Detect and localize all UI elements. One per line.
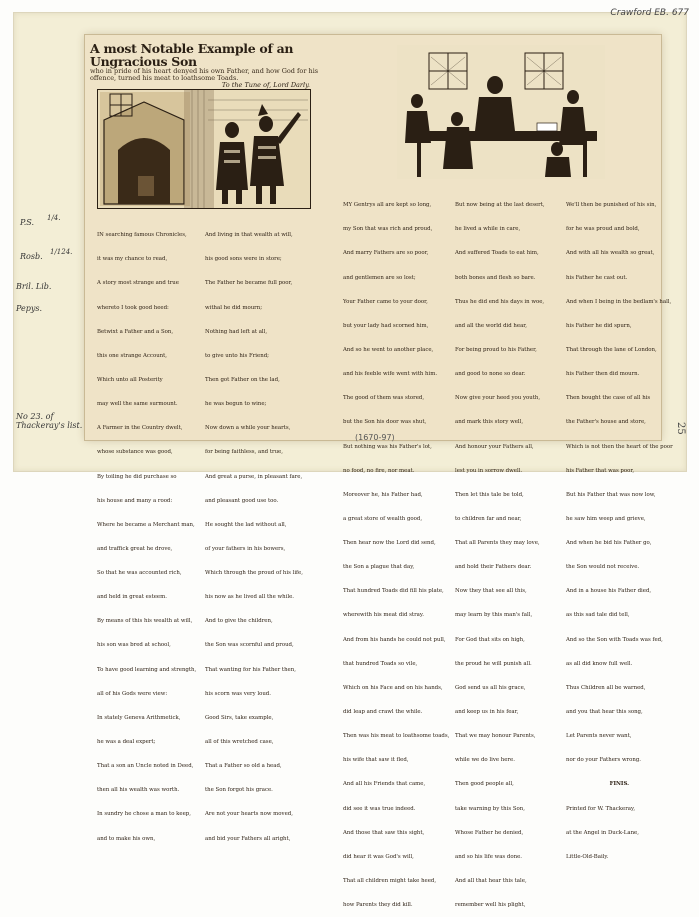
verse-line: the Son would not receive. (566, 564, 640, 571)
verse-line: he saw him weep and grieve, (566, 515, 646, 522)
verse-line: By means of this his wealth at will, (97, 618, 193, 625)
verse-line: and hold their Fathers dear. (455, 564, 532, 571)
verse-line: And great a purse, in pleasant fare, (205, 473, 303, 480)
ballad-column-4 (455, 185, 545, 917)
verse-line: of your fathers in his bowers, (205, 545, 286, 552)
woodcut-right-image (397, 45, 605, 179)
ballad-subtitle: who in pride of his heart denyed his own Father, and how God for his offence, turned his meat to loathsome Toads. (90, 67, 319, 83)
verse-line: whereto I took good heed: (97, 304, 169, 311)
verse-line: That a son an Uncle noted in Deed, (97, 763, 194, 770)
verse-line: withal he did mourn; (205, 304, 263, 311)
verse-line: Nothing had left at all, (205, 328, 268, 335)
verse-line: as this sad tale did tell, (566, 612, 630, 619)
verse-line: the Father's house and store, (566, 419, 646, 426)
verse-line: And with all his wealth so great, (566, 250, 655, 257)
verse-line: Then got Father on the lad, (205, 376, 280, 383)
verse-line: may learn by this man's fall, (455, 612, 533, 619)
verse-line: his scorn was very loud. (205, 690, 271, 697)
verse-line: he lived a while in care, (455, 226, 521, 233)
verse-line: this one strange Account, (97, 352, 168, 359)
verse-line: wherewith his meat did stray. (343, 612, 424, 619)
verse-line: his Father he cast out. (566, 274, 628, 281)
margin-note-brit: Bril. Lib. (16, 282, 52, 291)
verse-line: A story most strange and true (97, 280, 179, 287)
verse-line: And so the Son with Toads was fed, (566, 636, 663, 643)
verse-line: To have good learning and strength, (97, 666, 197, 673)
verse-line: And from his hands he could not pull, (343, 636, 446, 643)
verse-line: his Father that was poor, (566, 467, 635, 474)
verse-line: that hundred Toads so vile, (343, 660, 418, 667)
verse-line: Now they that see all this, (455, 588, 527, 595)
verse-line: may well the same surmount. (97, 401, 178, 408)
verse-line: That hundred Toads did fill his plate, (343, 588, 444, 595)
verse-line: But his Father that was now low, (566, 491, 656, 498)
verse-line: That we may honour Parents, (455, 733, 536, 740)
shelfmark: Crawford EB. 677 (610, 8, 689, 18)
verse-line: Let Parents never want, (566, 733, 632, 740)
verse-line: for he was proud and bold, (566, 226, 640, 233)
margin-note-rosb: Rosb. (20, 252, 43, 261)
verse-line: his house and many a rood: (97, 497, 173, 504)
verse-line: For God that sits on high, (455, 636, 525, 643)
verse-line: his Father he did spurn, (566, 322, 632, 329)
verse-line: whose substance was good, (97, 449, 173, 456)
verse-line: That all Parents they may love, (455, 540, 540, 547)
verse-line: That wanting for his Father then, (205, 666, 296, 673)
verse-line: MY Gentrys all are kept so long, (343, 202, 432, 209)
ballad-column-1 (97, 215, 196, 851)
verse-line: the Son was scornful and proud, (205, 642, 294, 649)
verse-line: And living in that wealth at will, (205, 232, 293, 239)
woodcut-left-image (98, 90, 310, 208)
verse-line: The good of them was stored, (343, 395, 425, 402)
verse-line: Thus he did end his days in woe, (455, 298, 545, 305)
verse-line: And marry Fathers are so poor, (343, 250, 429, 257)
verse-line: Betwixt a Father and a Son, (97, 328, 174, 335)
ballad-column-3 (343, 185, 449, 917)
verse-line: FINIS. (609, 781, 630, 788)
verse-line: Now down a while your hearts, (205, 425, 291, 432)
ballad-tune: To the Tune of, Lord Darly. (221, 80, 310, 89)
fraction-note-1: 1/4. (47, 214, 61, 222)
verse-line: In stately Geneva Arithmetick, (97, 714, 181, 721)
fraction-note-2: 1/124. (50, 248, 73, 256)
verse-line: as all did know full well. (566, 660, 633, 667)
verse-line: Where he became a Merchant man, (97, 521, 195, 528)
verse-line: IN searching famous Chronicles, (97, 232, 187, 239)
woodcut-right (397, 45, 605, 179)
verse-line: Thus Children all be warned, (566, 684, 646, 691)
date-caption: (1670-97) (355, 433, 395, 442)
verse-line: and to make his own, (97, 835, 156, 842)
verse-line: That through the lane of London, (566, 346, 657, 353)
verse-line: Then good people all, (455, 781, 514, 788)
verse-line: to children far and near, (455, 515, 522, 522)
verse-line: and traffick great he drove, (97, 545, 173, 552)
verse-line: all of this wretched case, (205, 739, 274, 746)
verse-line: And all that hear this tale, (455, 878, 527, 885)
verse-line: For being proud to his Father, (455, 346, 537, 353)
verse-line: the Son a plague that day, (343, 564, 415, 571)
verse-line: Then hear now the Lord did send, (343, 540, 436, 547)
verse-line: and bid your Fathers all aright, (205, 835, 291, 842)
verse-line: and pleasant good use too. (205, 497, 279, 504)
verse-line: And when I being in the bedlam's hall, (566, 298, 672, 305)
verse-line: But nothing was his Father's lot, (343, 443, 432, 450)
verse-line: but your lady had scorned him, (343, 322, 429, 329)
verse-line: did leap and crawl the while. (343, 709, 423, 716)
ballad-title-block (90, 42, 330, 89)
verse-line: the proud he will punish all. (455, 660, 532, 667)
imprint-line: Little-Old-Baily. (566, 853, 609, 860)
verse-line: Which through the proud of his life, (205, 570, 303, 577)
page-number: 25 (675, 422, 686, 435)
verse-line: Whose Father he denied, (455, 829, 524, 836)
verse-line: Now give your heed you youth, (455, 395, 541, 402)
verse-line: and mark this story well, (455, 419, 524, 426)
verse-line: lest you in sorrow dwell. (455, 467, 523, 474)
verse-line: Are not your hearts now moved, (205, 811, 293, 818)
verse-line: he was a deal expert; (97, 739, 156, 746)
verse-line: my Son that was rich and proud, (343, 226, 433, 233)
verse-line: By toiling he did purchase so (97, 473, 177, 480)
verse-line: and you that hear this song, (566, 709, 643, 716)
verse-line: both bones and flesh so bare. (455, 274, 536, 281)
verse-line: his son was bred at school, (97, 642, 171, 649)
verse-line: and all the world did hear, (455, 322, 528, 329)
imprint-line: Printed for W. Thackeray, (566, 805, 636, 812)
imprint-line: at the Angel in Duck-Lane, (566, 829, 639, 836)
margin-note-ps: P.S. (20, 218, 35, 227)
woodcut-left (97, 89, 311, 209)
ballad-column-5 (566, 185, 673, 869)
verse-line: all of his Gods were view: (97, 690, 168, 697)
verse-line: And to give the children, (205, 618, 273, 625)
ballad-title: A most Notable Example of an Ungracious Son (90, 41, 294, 70)
verse-line: the Son forgot his grace. (205, 787, 273, 794)
verse-line: his good sons were in store; (205, 256, 282, 263)
verse-line: but the Son his door was shut, (343, 419, 427, 426)
verse-line: no food, no fire, nor meat. (343, 467, 415, 474)
verse-line: his wife that saw it fled, (343, 757, 409, 764)
verse-line: That a Father so old a head, (205, 763, 282, 770)
verse-line: So that he was accounted rich, (97, 570, 182, 577)
verse-line: And suffered Toads to eat him, (455, 250, 539, 257)
verse-line: and keep us in his fear, (455, 709, 519, 716)
ballad-column-2 (205, 215, 303, 851)
margin-note-pepys: Pepys. (16, 304, 43, 313)
verse-line: to give unto his Friend; (205, 352, 269, 359)
verse-line: his now as he lived all the while. (205, 594, 294, 601)
verse-line: And when he bid his Father go, (566, 540, 652, 547)
verse-line: And honour your Fathers all, (455, 443, 534, 450)
verse-line: how Parents they did kill. (343, 902, 413, 909)
verse-line: We'll then be punished of his sin, (566, 202, 657, 209)
verse-line: it was my chance to read, (97, 256, 168, 263)
verse-line: remember well his plight, (455, 902, 526, 909)
verse-line: And so he went to another place, (343, 346, 434, 353)
verse-line: He sought the lad without all, (205, 521, 287, 528)
verse-line: But now being at the last desert, (455, 202, 545, 209)
verse-line: his Father then did mourn. (566, 371, 640, 378)
verse-line: And all his Friends that came, (343, 781, 426, 788)
verse-line: while we do live here. (455, 757, 515, 764)
verse-line: did see it was true indeed. (343, 805, 416, 812)
verse-line: In sundry he chose a man to keep, (97, 811, 191, 818)
verse-line: And those that saw this sight, (343, 829, 425, 836)
verse-line: Moreover he, his Father had, (343, 491, 423, 498)
verse-line: Which is not then the heart of the poor (566, 443, 673, 450)
margin-note-list: No 23. of Thackeray's list. (16, 412, 83, 430)
verse-line: and good to none so dear. (455, 371, 526, 378)
verse-line: God send us all his grace, (455, 684, 526, 691)
verse-line: Your Father came to your door, (343, 298, 428, 305)
verse-line: for being faithless, and true, (205, 449, 283, 456)
verse-line: And in a house his Father died, (566, 588, 652, 595)
verse-line: Which on his Face and on his hands, (343, 684, 443, 691)
verse-line: nor do your Fathers wrong. (566, 757, 642, 764)
verse-line: and gentlemen are so lost; (343, 274, 416, 281)
verse-line: The Father he became full poor, (205, 280, 293, 287)
verse-line: Then was his meat to loathsome toads, (343, 733, 450, 740)
verse-line: and so his life was done. (455, 853, 522, 860)
verse-line: take warning by this Son, (455, 805, 525, 812)
verse-line: and his feeble wife went with him. (343, 371, 438, 378)
verse-line: Which unto all Posterity (97, 376, 163, 383)
verse-line: Then bought the case of all his (566, 395, 651, 402)
verse-line: A Farmer in the Country dwelt, (97, 425, 183, 432)
verse-line: then all his wealth was worth. (97, 787, 180, 794)
verse-line: Then let this tale be told, (455, 491, 524, 498)
verse-line: That all children might take heed, (343, 878, 437, 885)
verse-line: a great store of wealth good, (343, 515, 423, 522)
verse-line: did hear it was God's will, (343, 853, 414, 860)
verse-line: he was begun to wine; (205, 401, 267, 408)
verse-line: and held in great esteem. (97, 594, 167, 601)
verse-line: Good Sirs, take example, (205, 714, 274, 721)
